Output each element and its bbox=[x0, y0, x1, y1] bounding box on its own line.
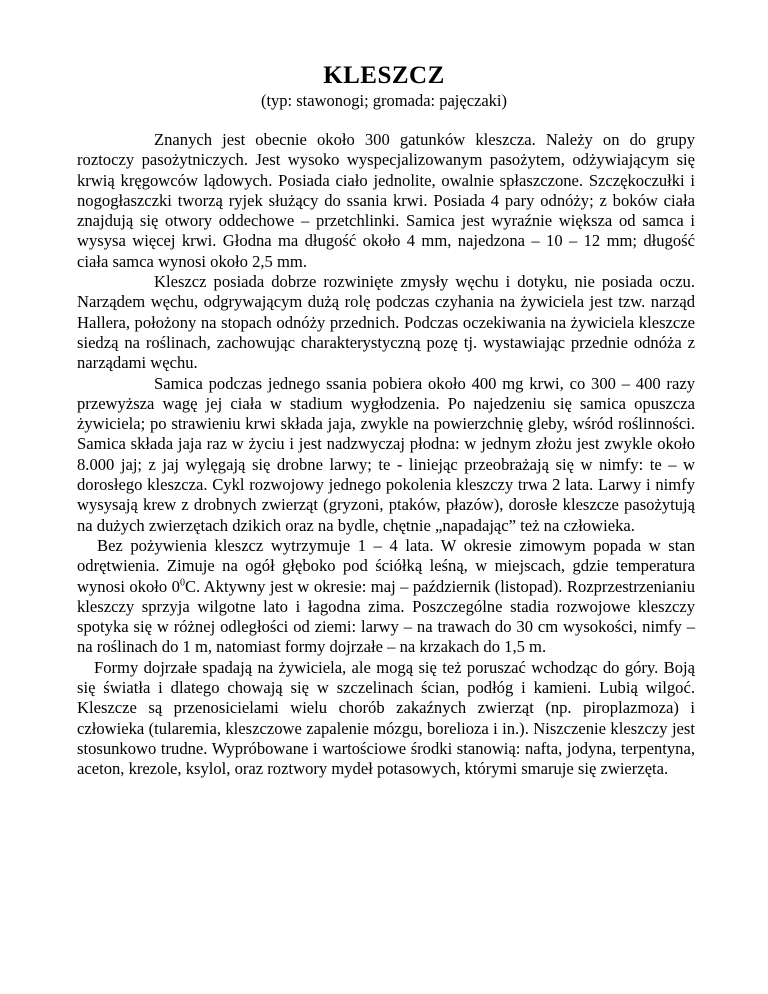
paragraph-feeding-reproduction: Samica podczas jednego ssania pobiera około 400 mg krwi, co 300 – 400 razy przewyższa wagę jej ciała w stadium wygłodzenia. Po najedzeniu się samica opuszcza żywiciela; po strawieniu krwi składa jaja, zwykle na powierzchnię gleby, wśród roślinności. Samica składa jaja raz w życiu i jest nadzwyczaj płodna: w jednym złożu jest zwykle około 8.000 jaj; z jaj wylęgają się drobne larwy; te - liniejąc przeobrażają się w nimfy: te – w dorosłego kleszcza. Cykl rozwojowy jednego pokolenia kleszczy trwa 2 lata. Larwy i nimfy wysysają krew z drobnych zwierząt (gryzoni, ptaków, płazów), dorosłe kleszcze pasożytują na dużych zwierzętach dzikich oraz na bydle, chętnie „napadając” też na człowieka. bbox=[77, 373, 695, 535]
paragraph-survival-text-after: C. Aktywny jest w okresie: maj – październik (listopad). Rozprzestrzenianiu kleszczy sprzyja wilgotne lato i łagodna zima. Poszczególne stadia rozwojowe kleszczy spotyka się w różnej odległości od ziemi: larwy – na trawach do 30 cm wysokości, nimfy – na roślinach do 1 m, natomiast formy dojrzałe – na krzakach do 1,5 m. bbox=[77, 576, 695, 657]
document-subtitle: (typ: stawonogi; gromada: pajęczaki) bbox=[260, 91, 508, 110]
temperature-superscript: 0 bbox=[179, 577, 185, 588]
paragraph-senses: Kleszcz posiada dobrze rozwinięte zmysły węchu i dotyku, nie posiada oczu. Narządem węchu, odgrywającym dużą rolę podczas czyhania na żywiciela jest tzw. narząd Hallera, położony na stopach odnóży przednich. Podczas oczekiwania na żywiciela kleszcze siedzą na roślinach, zachowując charakterystyczną pozę tj. wystawiając przednie odnóża z narządami węchu. bbox=[77, 272, 695, 373]
document-body bbox=[77, 130, 695, 780]
paragraph-survival-text-before: Bez pożywienia kleszcz wytrzymuje 1 – 4 lata. W okresie zimowym popada w stan odrętwienia. Zimuje na ogół głęboko pod ściółką leśną, w miejscach, gdzie temperatura wynosi około 0 bbox=[77, 535, 695, 596]
paragraph-survival-activity bbox=[77, 536, 695, 658]
paragraph-species-overview: Znanych jest obecnie około 300 gatunków kleszcza. Należy on do grupy roztoczy pasożytniczych. Jest wysoko wyspecjalizowanym pasożytem, odżywiającym się krwią kręgowców lądowych. Posiada ciało jednolite, owalnie spłaszczone. Szczękoczułki i nogogłaszczki tworzą ryjek służący do ssania krwi. Posiada 4 pary odnóży; z boków ciała znajdują się otwory oddechowe – przetchlinki. Samica jest wyraźnie większa od samca i wysysa więcej krwi. Głodna ma długość około 4 mm, najedzona – 10 – 12 mm; długość ciała samca wynosi około 2,5 mm. bbox=[77, 130, 695, 271]
document-title: KLESZCZ bbox=[323, 62, 445, 89]
paragraph-behavior-control: Formy dojrzałe spadają na żywiciela, ale mogą się też poruszać wchodząc do góry. Boją się światła i dlatego chowają się w szczelinach ścian, podłóg i kamieni. Lubią wilgoć. Kleszcze są przenosicielami wielu chorób zakaźnych zwierząt (np. piroplazmoza) i człowieka (tularemia, kleszczowe zapalenie mózgu, borelioza i in.). Niszczenie kleszczy jest stosunkowo trudne. Wypróbowane i wartościowe środki stanowią: nafta, jodyna, terpentyna, aceton, krezole, ksylol, oraz roztwory mydeł potasowych, którymi smaruje się zwierzęta. bbox=[77, 657, 695, 779]
